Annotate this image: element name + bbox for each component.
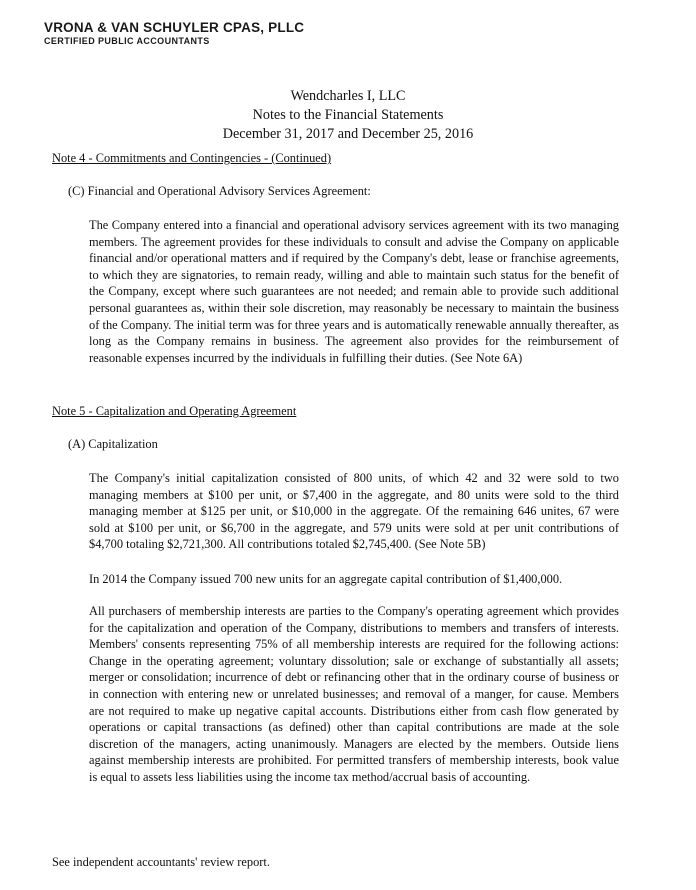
firm-subtitle: CERTIFIED PUBLIC ACCOUNTANTS — [44, 36, 210, 46]
note-5-heading: Note 5 - Capitalization and Operating Agreement — [52, 404, 297, 418]
firm-header — [44, 20, 304, 46]
note-4c-paragraph: The Company entered into a financial and operational advisory services agreement with its two managing members. The agreement provides for these individuals to consult and advise the Company on applicable financial and/or operational matters and if required by the Company's debt, lease or franchise agreements, to which they are signatories, to remain ready, willing and able to maintain such status for the benefit of the Company, except where such guarantees are not needed; and remain able to provide such additional personal guarantees as, within their sole discretion, may reasonably be necessary to maintain the business of the Company. The initial term was for three years and is automatically renewable annually thereafter, as long as the Company remains in business. The agreement also provides for the reimbursement of reasonable expenses incurred by the individuals in fulfilling their duties. (See Note 6A) — [89, 218, 619, 365]
document-title — [0, 87, 696, 144]
entity-name: Wendcharles I, LLC — [290, 88, 406, 104]
note-5a-heading: (A) Capitalization — [68, 437, 158, 451]
note-5a-paragraph-2: In 2014 the Company issued 700 new units for an aggregate capital contribution of $1,400,000. — [89, 572, 563, 586]
note-5a-paragraph-1: The Company's initial capitalization consisted of 800 units, of which 42 and 32 were sold to two managing members at $100 per unit, or $7,400 in the aggregate, and 80 units were sold to the third managing member at $125 per unit, or $10,000 in the aggregate. Of the remaining 646 unites, 67 were sold at $100 per unit, or $6,700 in the aggregate, and 579 units were sold at per unit contributions of $4,700 totaling $2,721,300. All contributions totaled $2,745,400. (See Note 5B) — [89, 471, 619, 552]
note-4c-heading: (C) Financial and Operational Advisory Services Agreement: — [68, 184, 371, 198]
statement-name: Notes to the Financial Statements — [252, 107, 444, 123]
footer-note: See independent accountants' review report. — [52, 855, 270, 869]
statement-dates: December 31, 2017 and December 25, 2016 — [222, 126, 474, 142]
firm-name: VRONA & VAN SCHUYLER CPAS, PLLC — [44, 20, 305, 35]
note-5a-paragraph-3: All purchasers of membership interests are parties to the Company's operating agreement which provides for the capitalization and operation of the Company, distributions to members and transfers of interests. Members' consents representing 75% of all membership interests are required for the following actions: Change in the operating agreement; voluntary dissolution; sale or exchange of substantially all assets; merger or consolidation; incurrence of debt or refinancing other that in the ordinary course of business or in connection with entering new or unrelated businesses; and removal of a manger, for cause. Members are not required to make up negative capital accounts. Distributions either from cash flow generated by operations or capital transactions (as defined) other than capital contributions are made at the sole discretion of the managers, acting unanimously. Managers are elected by the members. Outside liens against membership interests are prohibited. For permitted transfers of membership interests, book value is equal to assets less liabilities using the income tax method/accrual basis of accounting. — [89, 604, 619, 784]
note-4-heading: Note 4 - Commitments and Contingencies - (Continued) — [52, 151, 332, 165]
